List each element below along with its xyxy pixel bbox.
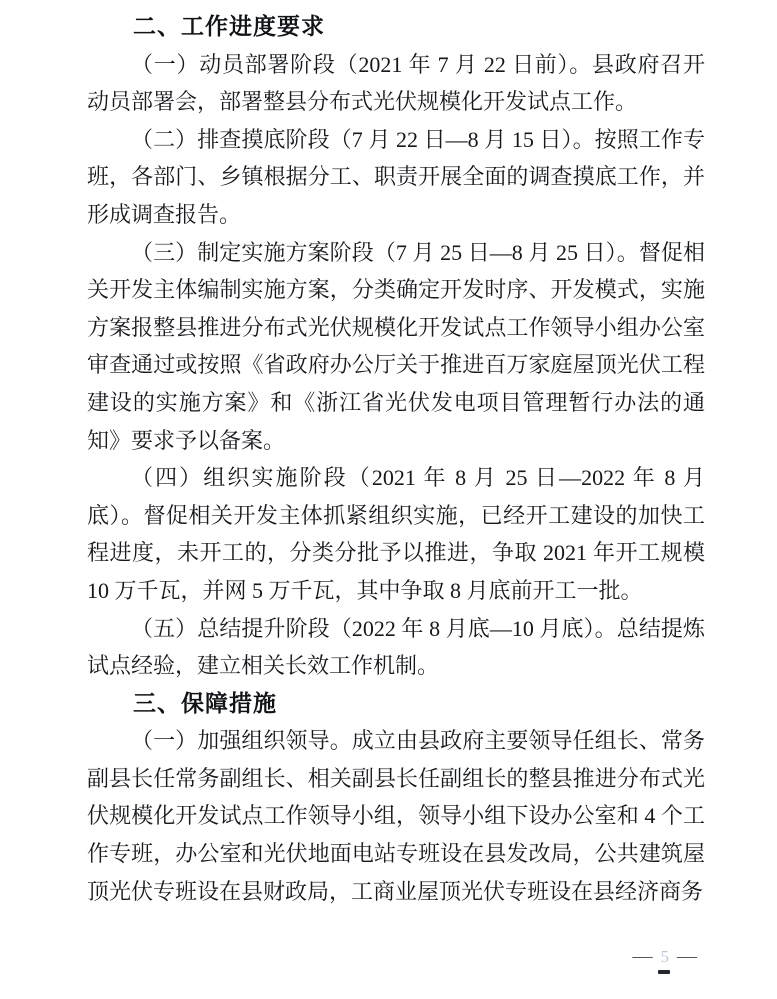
paragraph: （一）动员部署阶段（2021 年 7 月 22 日前）。县政府召开动员部署会，部署整县分布式光伏规模化开发试点工作。 — [87, 51, 705, 115]
section-heading: 二、工作进度要求 — [133, 13, 325, 39]
paragraph: （一）加强组织领导。成立由县政府主要领导任组长、常务副县长任常务副组长、相关副县长任副组长的整县推进分布式光伏规模化开发试点工作领导小组，领导小组下设办公室和 4 个工作专班，办公室和光伏地面电站专班设在县发改局，公共建筑屋顶光伏专班设在县财政局，工商业屋顶光伏专班设在县经济商务 — [87, 728, 705, 904]
paragraph: （五）总结提升阶段（2022 年 8 月底—10 月底）。总结提炼试点经验，建立相关长效工作机制。 — [87, 615, 705, 679]
page-number-left-dash: — — [632, 945, 653, 967]
paragraph: （四）组织实施阶段（2021 年 8 月 25 日—2022 年 8 月底）。督促相关开发主体抓紧组织实施，已经开工建设的加快工程进度，未开工的，分类分批予以推进，争取 2021 年开工规模 10 万千瓦，并网 5 万千瓦，其中争取 8 月底前开工一批。 — [87, 465, 705, 603]
ink-smudge — [658, 970, 670, 974]
paragraph: （三）制定实施方案阶段（7 月 25 日—8 月 25 日）。督促相关开发主体编制实施方案，分类确定开发时序、开发模式，实施方案报整县推进分布式光伏规模化开发试点工作领导小组办公室审查通过或按照《省政府办公厅关于推进百万家庭屋顶光伏工程建设的实施方案》和《浙江省光伏发电项目管理暂行办法的通知》要求予以备案。 — [87, 239, 705, 453]
section-heading: 三、保障措施 — [133, 689, 277, 716]
document-body — [87, 8, 705, 910]
page-number-digit — [661, 945, 670, 969]
page-number — [633, 944, 698, 969]
page-number-digit-text: 5 — [660, 947, 669, 966]
page-number-right-dash: — — [677, 945, 697, 967]
paragraph: （二）排查摸底阶段（7 月 22 日—8 月 15 日）。按照工作专班，各部门、乡镇根据分工、职责开展全面的调查摸底工作，并形成调查报告。 — [87, 126, 705, 227]
